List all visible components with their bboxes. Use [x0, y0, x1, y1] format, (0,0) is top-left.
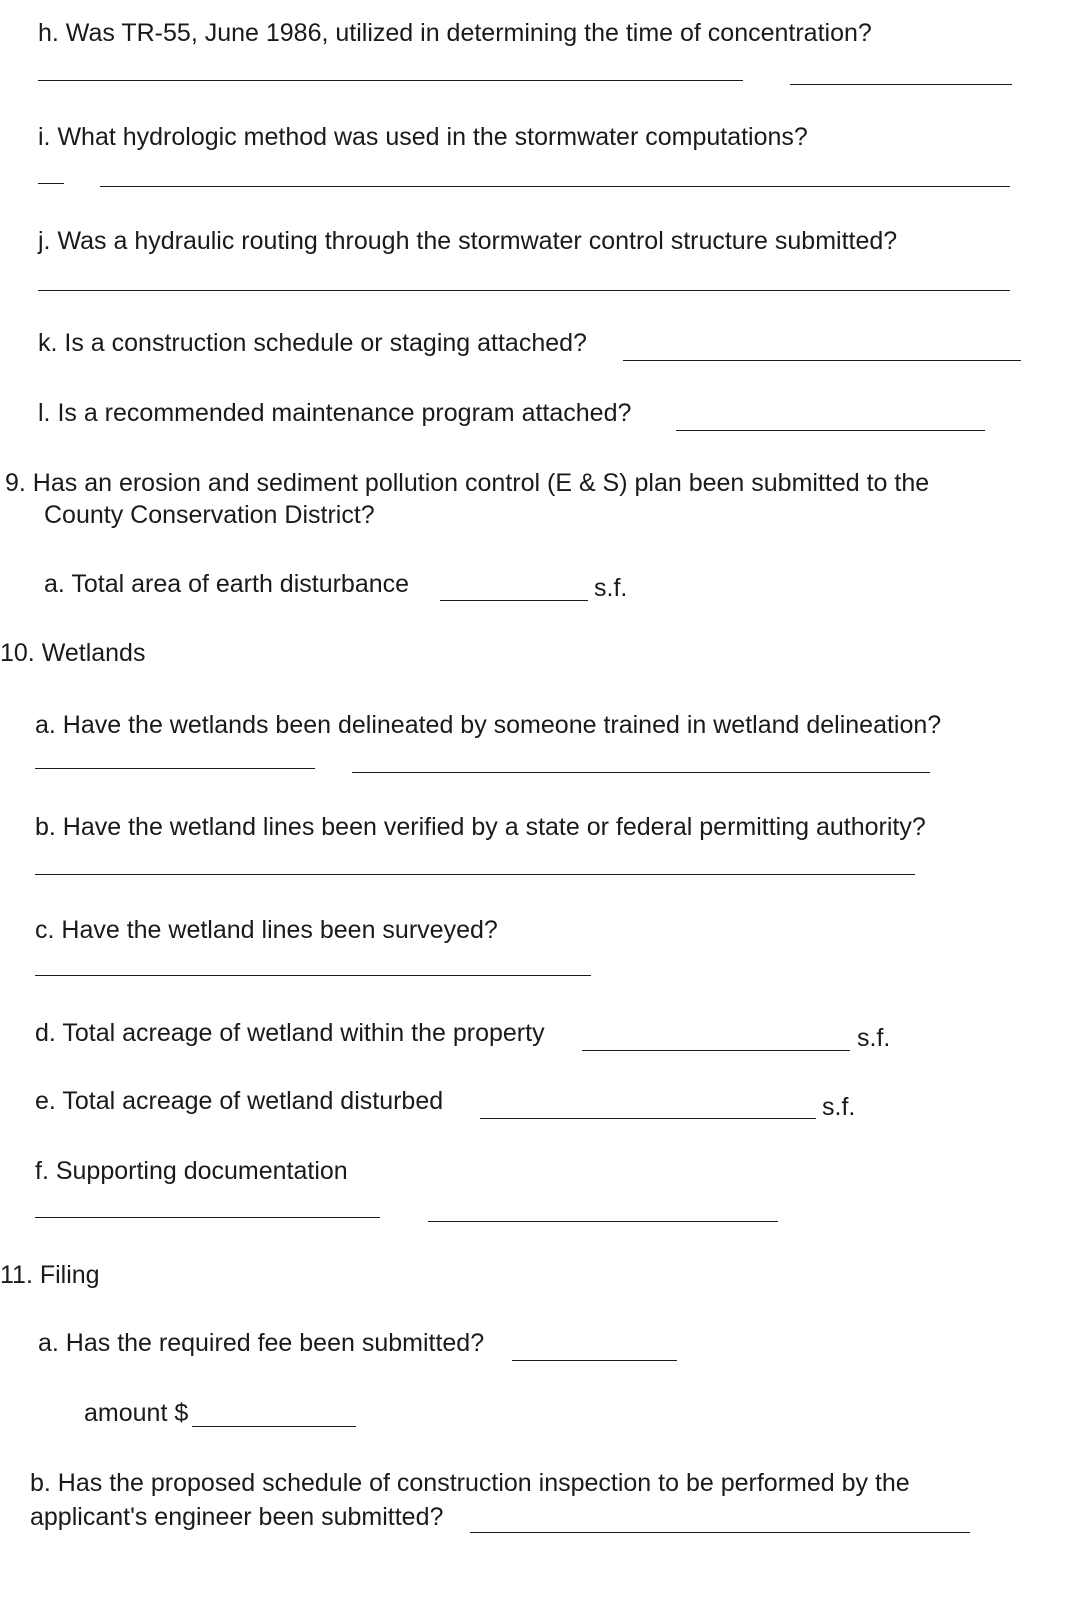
question-10a: a. Have the wetlands been delineated by someone trained in wetland delineation?	[35, 711, 942, 739]
answer-line-k[interactable]	[623, 360, 1021, 361]
amount-line[interactable]	[192, 1426, 356, 1427]
question-i: i. What hydrologic method was used in the stormwater computations?	[38, 123, 808, 151]
question-10d-unit: s.f.	[857, 1024, 891, 1052]
answer-line-j[interactable]	[38, 290, 1010, 291]
answer-line-10d[interactable]	[582, 1050, 850, 1051]
answer-line-h-1[interactable]	[38, 80, 743, 81]
question-10c: c. Have the wetland lines been surveyed?	[35, 916, 498, 944]
answer-line-l[interactable]	[676, 430, 985, 431]
answer-line-10b[interactable]	[35, 874, 915, 875]
section-11-heading: 11. Filing	[0, 1261, 100, 1289]
question-10e-unit: s.f.	[822, 1093, 856, 1121]
answer-line-h-2[interactable]	[790, 84, 1012, 85]
answer-line-9a[interactable]	[440, 600, 588, 601]
answer-line-i-1[interactable]	[38, 183, 64, 184]
section-10-heading: 10. Wetlands	[0, 639, 146, 667]
question-j: j. Was a hydraulic routing through the stormwater control structure submitted?	[38, 227, 898, 255]
answer-line-10f-1[interactable]	[35, 1217, 380, 1218]
section-9-question-line1: 9. Has an erosion and sediment pollution control (E & S) plan been submitted to the	[5, 469, 930, 497]
section-9a-unit: s.f.	[594, 574, 628, 602]
question-11b-line2: applicant's engineer been submitted?	[30, 1503, 444, 1531]
section-9a-label: a. Total area of earth disturbance	[44, 570, 410, 598]
question-10d-label: d. Total acreage of wetland within the property	[35, 1019, 545, 1047]
answer-line-10a-2[interactable]	[352, 772, 930, 773]
question-k: k. Is a construction schedule or staging attached?	[38, 329, 587, 357]
question-h: h. Was TR-55, June 1986, utilized in determining the time of concentration?	[38, 19, 872, 47]
question-11a: a. Has the required fee been submitted?	[38, 1329, 485, 1357]
question-11b-line1: b. Has the proposed schedule of construction inspection to be performed by the	[30, 1469, 910, 1497]
answer-line-10e[interactable]	[480, 1118, 816, 1119]
question-10e-label: e. Total acreage of wetland disturbed	[35, 1087, 444, 1115]
section-9-question-line2: County Conservation District?	[44, 501, 375, 529]
answer-line-i-2[interactable]	[100, 186, 1010, 187]
question-10b: b. Have the wetland lines been verified by a state or federal permitting authority?	[35, 813, 926, 841]
question-l: l. Is a recommended maintenance program attached?	[38, 399, 632, 427]
amount-label: amount $	[84, 1399, 189, 1427]
answer-line-11b[interactable]	[470, 1532, 970, 1533]
answer-line-10c[interactable]	[35, 975, 591, 976]
question-10f: f. Supporting documentation	[35, 1157, 348, 1185]
answer-line-10f-2[interactable]	[428, 1221, 778, 1222]
answer-line-11a[interactable]	[512, 1360, 677, 1361]
answer-line-10a-1[interactable]	[35, 768, 315, 769]
